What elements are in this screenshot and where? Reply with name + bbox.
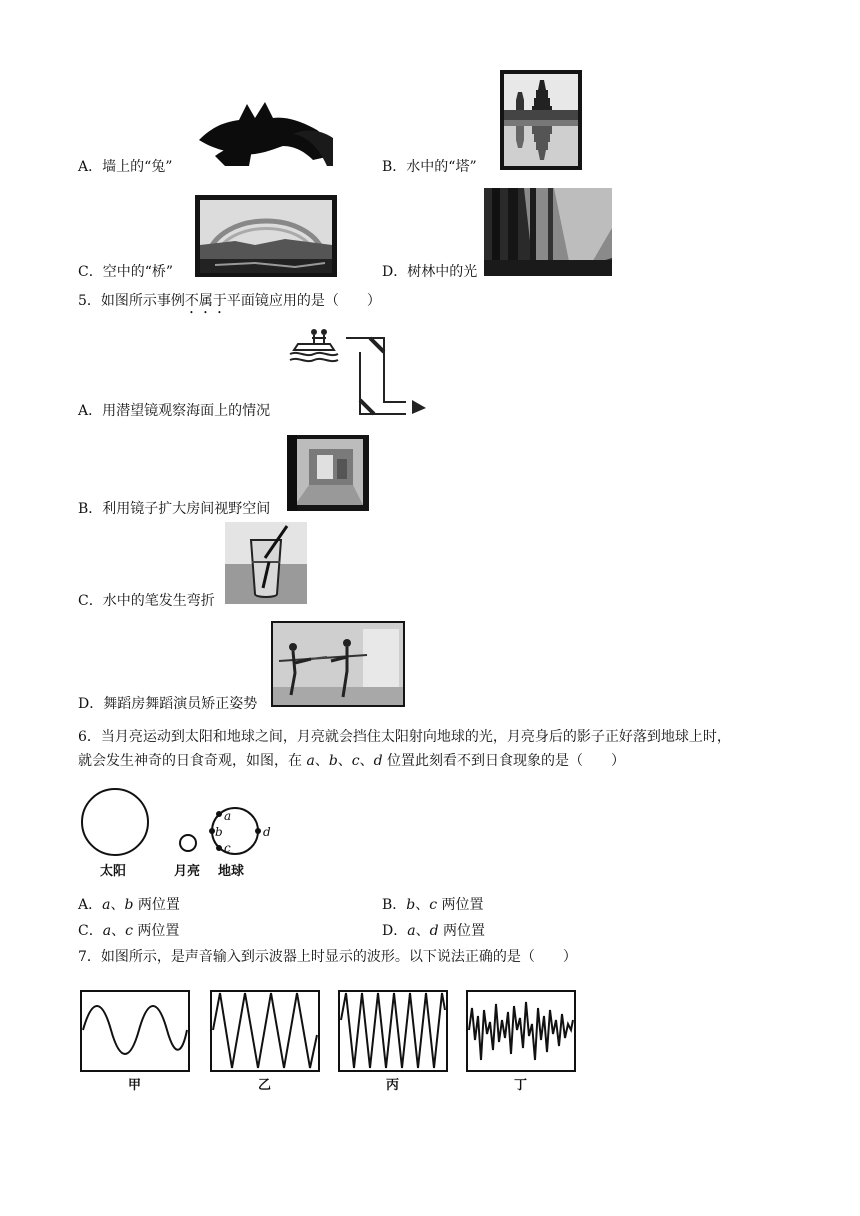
waveform-ding	[466, 990, 578, 1092]
dance-studio-image	[271, 621, 405, 707]
waveform-bing-label: 丙	[386, 1078, 400, 1092]
q6-option-c: C．a、c 两位置	[78, 923, 180, 939]
room-mirror-image	[287, 435, 369, 511]
q5-option-a: A．用潜望镜观察海面上的情况	[78, 403, 271, 419]
q6-option-a: A．a、b 两位置	[78, 897, 180, 913]
tower-reflection-image	[500, 70, 582, 170]
earth-label: 地球	[218, 864, 245, 879]
moon-label: 月亮	[174, 864, 201, 879]
periscope-image	[284, 322, 430, 418]
q6-stem-line2: 就会发生神奇的日食奇观，如图，在 a、b、c、d 位置此刻看不到日食现象的是（ ）	[78, 753, 626, 769]
q5-stem-post: 平面镜应用的是（ ）	[226, 293, 381, 309]
q5-stem-pre: 5．如图所示事例	[78, 293, 185, 309]
rabbit-shadow-image	[195, 96, 333, 168]
point-c-dot	[216, 845, 222, 851]
q4-option-c: C．空中的“桥”	[78, 264, 174, 280]
q4-option-d: D．树林中的光	[382, 264, 478, 280]
sun-circle	[82, 789, 148, 855]
rainbow-bridge-image	[195, 195, 337, 277]
q5-option-d: D．舞蹈房舞蹈演员矫正姿势	[78, 696, 258, 712]
q7-stem: 7．如图所示，是声音输入到示波器上时显示的波形。以下说法正确的是（ ）	[78, 949, 577, 965]
q5-stem-emphasis: 不属于	[184, 293, 227, 309]
point-a-label: a	[224, 809, 232, 823]
point-d-dot	[255, 828, 261, 834]
waveform-ding-label: 丁	[514, 1078, 528, 1092]
pen-in-water-image	[225, 522, 307, 604]
q4-option-a: A．墙上的“兔”	[78, 159, 173, 175]
q5-stem	[78, 292, 381, 317]
q6-stem-line1: 6．当月亮运动到太阳和地球之间，月亮就会挡住太阳射向地球的光，月亮身后的影子正好落到地球上时，	[78, 729, 731, 745]
q5-option-c: C．水中的笔发生弯折	[78, 593, 215, 609]
forest-light-image	[484, 188, 612, 276]
point-a-dot	[216, 811, 222, 817]
waveform-bing	[338, 990, 450, 1092]
q6-option-d: D．a、d 两位置	[382, 923, 486, 939]
point-b-label: b	[215, 825, 223, 839]
q4-option-b: B．水中的“塔”	[382, 159, 477, 175]
eclipse-diagram	[78, 786, 278, 882]
sun-label: 太阳	[100, 864, 127, 879]
moon-circle	[180, 835, 196, 851]
point-c-label: c	[224, 841, 231, 855]
point-d-label: d	[263, 825, 271, 839]
q6-option-b: B．b、c 两位置	[382, 897, 484, 913]
waveform-jia-label: 甲	[128, 1078, 142, 1092]
q5-option-b: B．利用镜子扩大房间视野空间	[78, 501, 271, 517]
waveform-yi-label: 乙	[258, 1078, 272, 1092]
waveform-jia	[80, 990, 192, 1092]
waveform-yi	[210, 990, 322, 1092]
